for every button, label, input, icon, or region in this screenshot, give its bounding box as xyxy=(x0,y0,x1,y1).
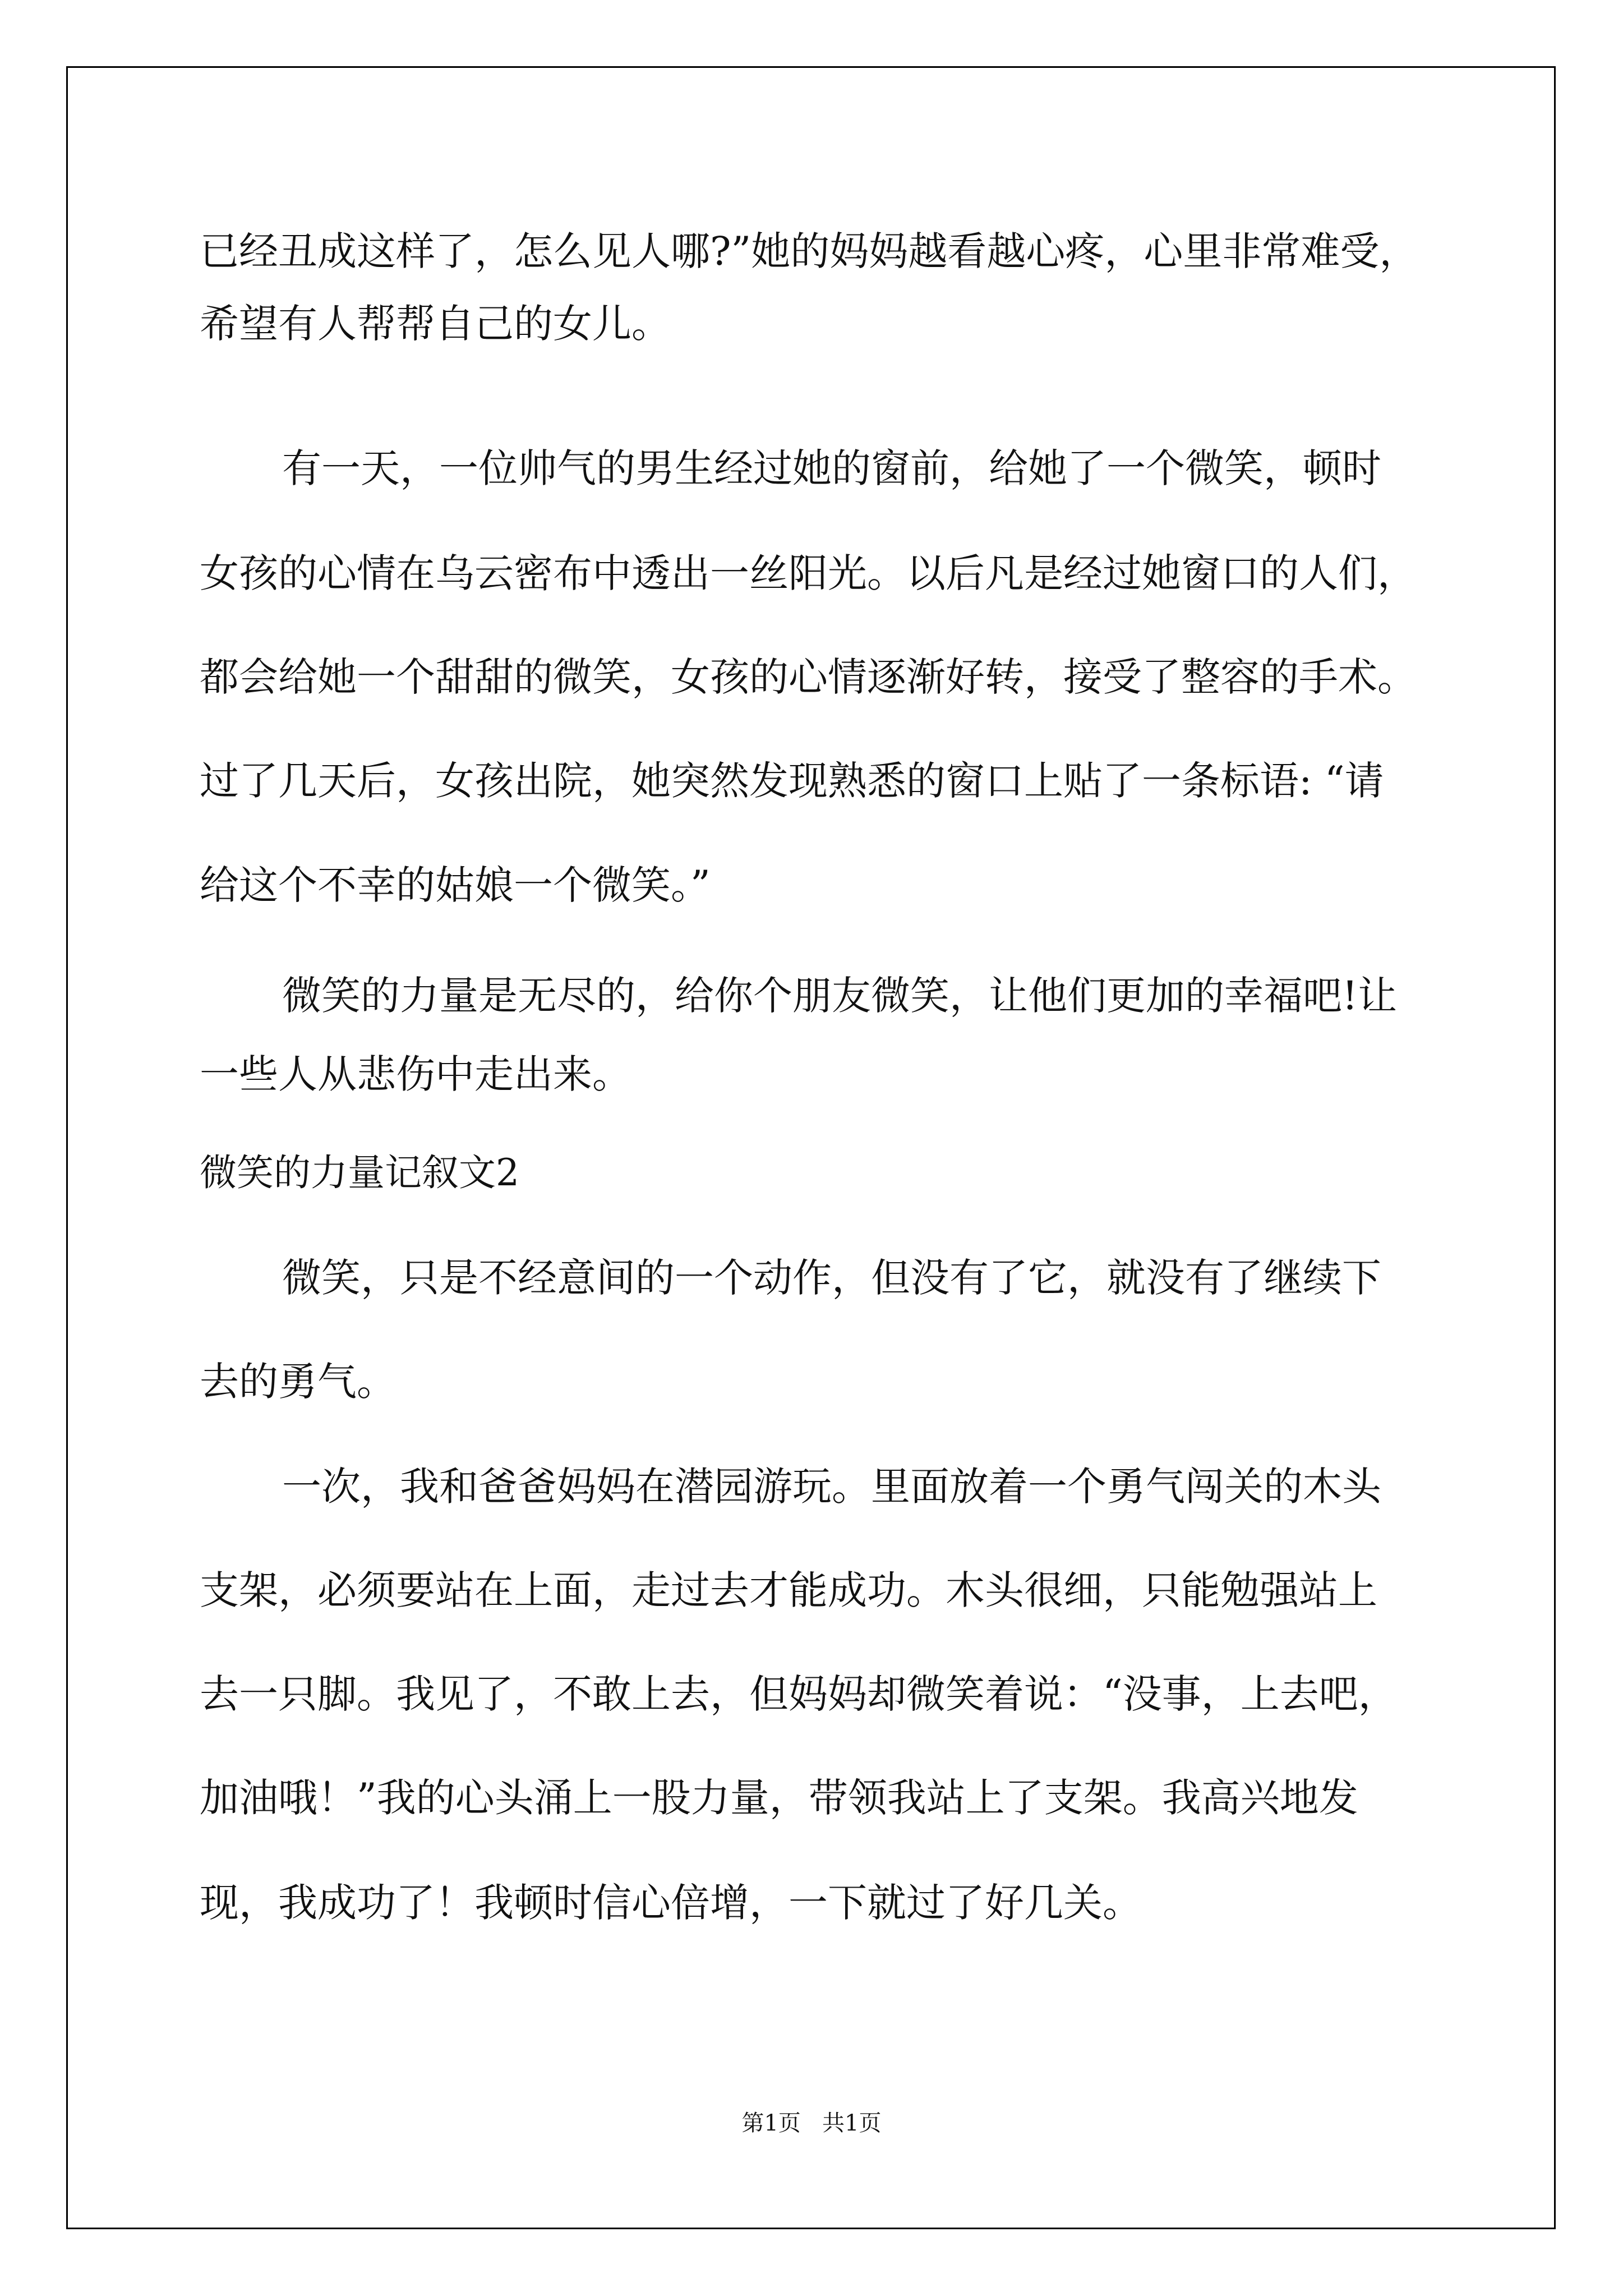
paragraph-line: 微笑，只是不经意间的一个动作，但没有了它，就没有了继续下 xyxy=(282,1255,1381,1301)
paragraph-line: 一些人从悲伤中走出来。 xyxy=(200,1051,631,1097)
paragraph-line: 给这个不幸的姑娘一个微笑。” xyxy=(200,862,711,908)
paragraph-line: 过了几天后，女孩出院，她突然发现熟悉的窗口上贴了一条标语: “请 xyxy=(200,758,1384,804)
paragraph-line: 女孩的心情在乌云密布中透出一丝阳光。以后凡是经过她窗口的人们， xyxy=(200,550,1417,596)
paragraph-line: 一次，我和爸爸妈妈在潜园游玩。里面放着一个勇气闯关的木头 xyxy=(282,1464,1381,1510)
paragraph-line: 去的勇气。 xyxy=(200,1359,396,1405)
paragraph-line: 已经丑成这样了，怎么见人哪?”她的妈妈越看越心疼，心里非常难受， xyxy=(200,228,1419,274)
page-footer: 第1页 共1页 xyxy=(741,2110,882,2136)
paragraph-line: 都会给她一个甜甜的微笑，女孩的心情逐渐好转，接受了整容的手术。 xyxy=(200,654,1417,700)
paragraph-line: 微笑的力量是无尽的，给你个朋友微笑，让他们更加的幸福吧!让 xyxy=(282,973,1398,1019)
paragraph-line: 去一只脚。我见了，不敢上去，但妈妈却微笑着说：“没事，上去吧， xyxy=(200,1671,1398,1717)
paragraph-line: 有一天，一位帅气的男生经过她的窗前，给她了一个微笑，顿时 xyxy=(282,445,1381,491)
section-heading: 微笑的力量记叙文2 xyxy=(200,1151,519,1194)
paragraph-line: 现，我成功了！我顿时信心倍增，一下就过了好几关。 xyxy=(200,1880,1142,1926)
paragraph-line: 希望有人帮帮自己的女儿。 xyxy=(200,301,671,347)
paragraph-line: 加油哦！”我的心头涌上一股力量，带领我站上了支架。我高兴地发 xyxy=(200,1775,1358,1821)
paragraph-line: 支架，必须要站在上面，走过去才能成功。木头很细，只能勉强站上 xyxy=(200,1567,1377,1613)
